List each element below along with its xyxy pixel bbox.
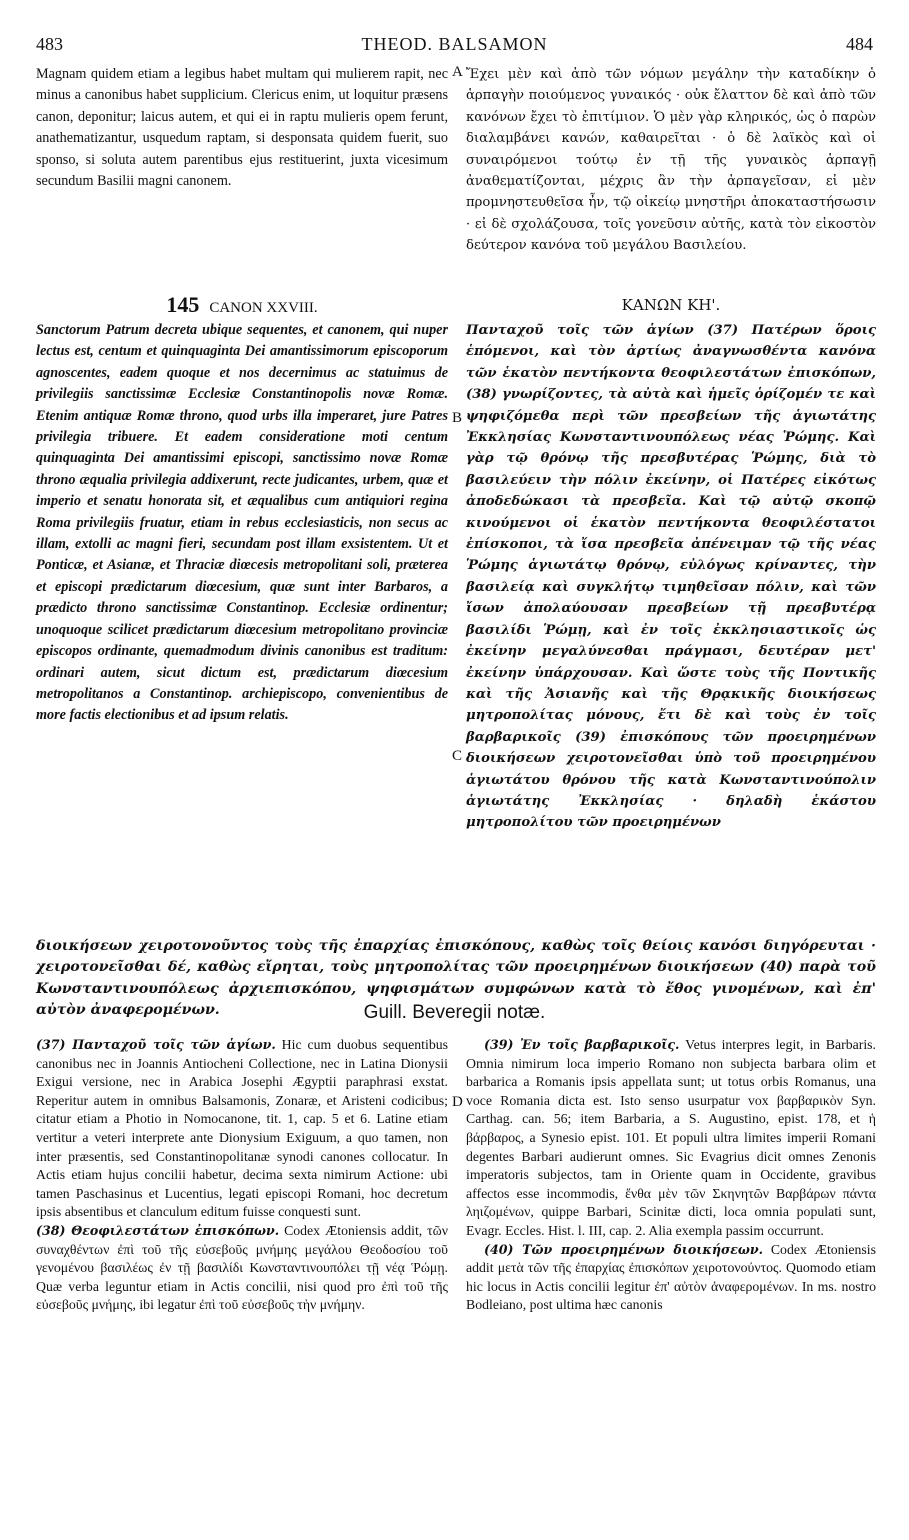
canon-section-number: 145 <box>166 292 200 317</box>
page-number-left: 483 <box>36 34 63 54</box>
greek-canon <box>466 320 876 834</box>
note-37-text: Hic cum duobus sequentibus canonibus nec in Joannis Antiocheni Collectione, nec in Latina Dionysii Exigui versione, nec in Arabica Josephi Ægyptii paraphrasi exstat. Reperitur autem in omnibus Balsamonis, Zonaræ, et Aristeni codicibus; citatur etiam a Photio in Nomocanone, tit. 1, cap. 5 et 6. Latine etiam vertitur a veteri interprete ante Dionysium Exiguum, a quo tamen, non inter præsentis, sed Constantinopolitanæ synodi canones collocatur. In Actis etiam hujus concilii habetur, decima sexta nimirum Actione: ubi tamen Paschasinus et Lucentius, legati episcopi Romani, hoc decretum ipsis absentibus et clanculum editum fuisse conquesti sunt. <box>36 1037 449 1220</box>
running-header <box>36 32 873 56</box>
note-38-lemma: (38) Θεοφιλεστάτων ἐπισκόπων. <box>36 1222 280 1238</box>
margin-marker-c: C <box>452 748 463 764</box>
latin-commentary-text: Magnam quidem etiam a legibus habet multam qui mulierem rapit, nec minus a canonibus habet supplicium. Clericus enim, ut loquitur præsens canon, deponitur; laicus autem, et qui ei in raptu mulieris opem ferunt, anathematizantur, usquedum raptam, si desponsata quidem fuerit, suo sponso, si soluta autem parentibus ejus restituerint, juxta vicesimum secundum Basilii magni canonem. <box>36 66 448 190</box>
note-40-text: Codex Ætoniensis addit μετὰ τῶν τῆς ἐπαρχίας ἐπισκόπων χειροτονούντος. Quomodo etiam hic locus in Actis concilii legitur ἐπ' αὐτὸν ἀναφερομένων. In ms. nostro Bodleiano, post ultima hæc canonis <box>466 1241 876 1313</box>
notes-left-column <box>36 1036 448 1315</box>
notes-right-column <box>466 1036 876 1315</box>
margin-marker-d: D <box>452 1094 463 1110</box>
canon-heading-greek <box>466 293 876 317</box>
note-39-lemma: (39) Ἐν τοῖς βαρβαρικοῖς. <box>484 1037 680 1052</box>
greek-commentary-text: Ἔχει μὲν καὶ ἀπὸ τῶν νόμων μεγάλην τὴν καταδίκην ὁ ἁρπαγὴν ποιούμενος γυναικός · οὐκ ἔλαττον δὲ καὶ ἀπὸ τῶν κανόνων ἔχει τὸ ἐπιτίμιον. Ὁ μὲν γὰρ κληρικός, ὡς ὁ παρὼν διαλαμβάνει κανών, καθαιρεῖται · ὁ δὲ λαϊκὸς καὶ οἱ συναιρόμενοι τούτῳ ἐν τῇ τῆς γυναικὸς ἁρπαγῇ ἀναθεματίζονται, μέχρις ἂν τὴν ἁρπαγεῖσαν, εἰ μὲν προμνηστευθεῖσα ἦν, τῷ οἰκείῳ μνηστῆρι ἀποκαταστήσωσιν · εἰ δὲ σχολάζουσα, τοῖς γονεῦσιν αὐτῆς, κατὰ τὸν εἰκοστὸν δεύτερον κανόνα τοῦ μεγάλου Βασιλείου. <box>466 67 876 254</box>
latin-canon-text: Sanctorum Patrum decreta ubique sequentes, et canonem, qui nuper lectus est, centum et quinquaginta Dei amantissimorum episcoporum agnoscentes, eadem quoque et nos decernimus ac statuimus de privilegiis sanctissimæ Ecclesiæ Constantinopolis novæ Romæ. Etenim antiquæ Romæ throno, quod urbs illa imperaret, jure Patres privilegia tribuere. Et eadem consideratione moti centum quinquaginta Dei amantissimi episcopi, sanctissimo novæ Romæ throno æqualia privilegia addixerunt, recte judicantes, urbem, quæ et imperio et senatu honorata sit, et æqualibus cum antiquiori regina Roma privilegiis fruatur, etiam in rebus ecclesiasticis, non secus ac illam, extolli ac magni fieri, secundam post illam exsistentem. Ut et Ponticæ, et Asianæ, et Thraciæ diœcesis metropolitani soli, præterea et episcopi prædictarum diœcesium, quæ sunt inter Barbaros, a prædicto throno sanctissimæ Constantinop. Ecclesiæ ordinentur; unoquoque scilicet prædictarum diœcesium metropolitano provinciæ episcopos ordinante, quemadmodum divinis canonibus est traditum: ordinari autem, sicut dictum est, prædictarum diœcesium metropolitanos a Constantinop. archiepiscopo, convenientibus de more factis electionibus et ad ipsum relatis. <box>36 322 448 724</box>
note-37-lemma: (37) Πανταχοῦ τοῖς τῶν ἁγίων. <box>36 1037 276 1052</box>
note-38 <box>36 1222 448 1315</box>
greek-commentary <box>466 64 876 257</box>
margin-marker-a: A <box>452 64 463 80</box>
note-39-text: Vetus interpres legit, in Barbaris. Omnia nimirum loca imperio Romano non subjecta barbara olim et barbarica a Romanis ipsis appellata sunt; ut totus orbis Romanus, una voce Romania dicta est. Isto senso usurpatur vox βαρβαρικὸν Syn. Carthag. can. 56; item Barbaria, a S. Augustino, epist. 178, et ἡ βάρβαρος, a Synesio epist. 101. Et populi ultra limites imperii Romani degentes Barbari audierunt omnes. Sic Evagrius dicit omnes Zenonis imperatoris subjectos, tam in Oriente quam in Occidente, gravibus affectos esse incommodis, ἔνθα μὲν τῶν Σκηνητῶν Βαρβάρων πάντα ληιζομένων, quippe Barbari, Scinitæ dicti, loca omnia populati sunt, Evagr. Eccles. Hist. l. III, cap. 2. Alia exempla passim occurrunt. <box>466 1037 876 1238</box>
notes-heading: Guill. Beveregii notæ. <box>363 1002 546 1023</box>
running-title: THEOD. BALSAMON <box>361 34 548 54</box>
note-39 <box>466 1036 876 1241</box>
greek-canon-continuation-text: διοικήσεων χειροτονοῦντος τοὺς τῆς ἐπαρχίας ἐπισκόπους, καθὼς τοῖς θείοις κανόσι διηγόρευται · χειροτονεῖσθαι δέ, καθὼς εἴρηται, τοὺς μητροπολίτας τῶν προειρημένων διοικήσεων (40) παρὰ τοῦ Κωνσταντινουπόλεως ἀρχιεπισκόπου, ψηφισμάτων συμφώνων κατὰ τὸ ἔθος γινομένων, καὶ ἐπ' αὐτὸν ἀναφερομένων. <box>36 938 876 1019</box>
greek-canon-text: Πανταχοῦ τοῖς τῶν ἁγίων (37) Πατέρων ὅροις ἑπόμενοι, καὶ τὸν ἀρτίως ἀναγνωσθέντα κανόνα τῶν ἑκατὸν πεντήκοντα θεοφιλεστάτων ἐπισκόπων, (38) γνωρίζοντες, τὰ αὐτὰ καὶ ἡμεῖς ὁρίζομέν τε καὶ ψηφιζόμεθα περὶ τῶν πρεσβείων τῆς ἁγιωτάτης Ἐκκλησίας Κωνσταντινουπόλεως νέας Ῥώμης. Καὶ γὰρ τῷ θρόνῳ τῆς πρεσβυτέρας Ῥώμης, διὰ τὸ βασιλεύειν τὴν πόλιν ἐκείνην, οἱ Πατέρες εἰκότως ἀποδεδώκασι τὰ πρεσβεῖα. Καὶ τῷ αὐτῷ σκοπῷ κινούμενοι οἱ ἑκατὸν πεντήκοντα θεοφιλέστατοι ἐπίσκοποι, τὰ ἴσα πρεσβεῖα ἀπένειμαν τῷ τῆς νέας Ῥώμης ἁγιωτάτῳ θρόνῳ, εὐλόγως κρίναντες, τὴν βασιλείᾳ καὶ συγκλήτῳ τιμηθεῖσαν πόλιν, καὶ τῶν ἴσων ἀπολαύουσαν πρεσβείων τῇ πρεσβυτέρᾳ βασιλίδι Ῥώμῃ, καὶ ἐν τοῖς ἐκκλησιαστικοῖς ὡς ἐκείνην μεγαλύνεσθαι πράγμασι, δευτέραν μετ' ἐκείνην ὑπάρχουσαν. Καὶ ὥστε τοὺς τῆς Ποντικῆς καὶ τῆς Ἀσιανῆς καὶ τῆς Θρᾳκικῆς διοικήσεως μητροπολίτας μόνους, ἔτι δὲ καὶ τοὺς ἐν τοῖς βαρβαρικοῖς (39) ἐπισκόπους τῶν προειρημένων διοικήσεων χειροτονεῖσθαι ὑπὸ τοῦ προειρημένου ἁγιωτάτου θρόνου τῆς κατὰ Κωνσταντινούπολιν ἁγιωτάτης Ἐκκλησίας · δηλαδὴ ἑκάστου μητροπολίτου τῶν προειρημένων <box>466 323 876 831</box>
canon-heading-latin <box>36 293 448 317</box>
canon-title-greek: ΚΑΝΩΝ ΚΗ'. <box>621 296 721 314</box>
latin-canon <box>36 320 448 727</box>
note-40 <box>466 1241 876 1315</box>
note-40-lemma: (40) Τῶν προειρημένων διοικήσεων. <box>484 1241 764 1257</box>
page-number-right: 484 <box>846 34 873 54</box>
note-38-text: Codex Ætoniensis addit, τῶν συναχθέντων ἐπὶ τοῦ τῆς εὐσεβοῦς μνήμης μεγάλου Θεοδοσίου τοῦ γενομένου βασιλέως ἐν τῇ βασιλίδι Κωνσταντινουπόλει τῇ νέᾳ Ῥώμῃ. Quæ verba leguntur etiam in Actis concilii, nisi quod pro ἐπὶ τοῦ τῆς εὐσεβοῦς μνήμης, ibi legatur ἐπὶ τοῦ εὐσεβοῦς τὴν μνήμην. <box>36 1222 448 1313</box>
margin-marker-b: B <box>452 410 463 426</box>
note-37 <box>36 1036 448 1222</box>
canon-title-latin: CANON XXVIII. <box>209 300 318 316</box>
latin-commentary <box>36 64 448 192</box>
